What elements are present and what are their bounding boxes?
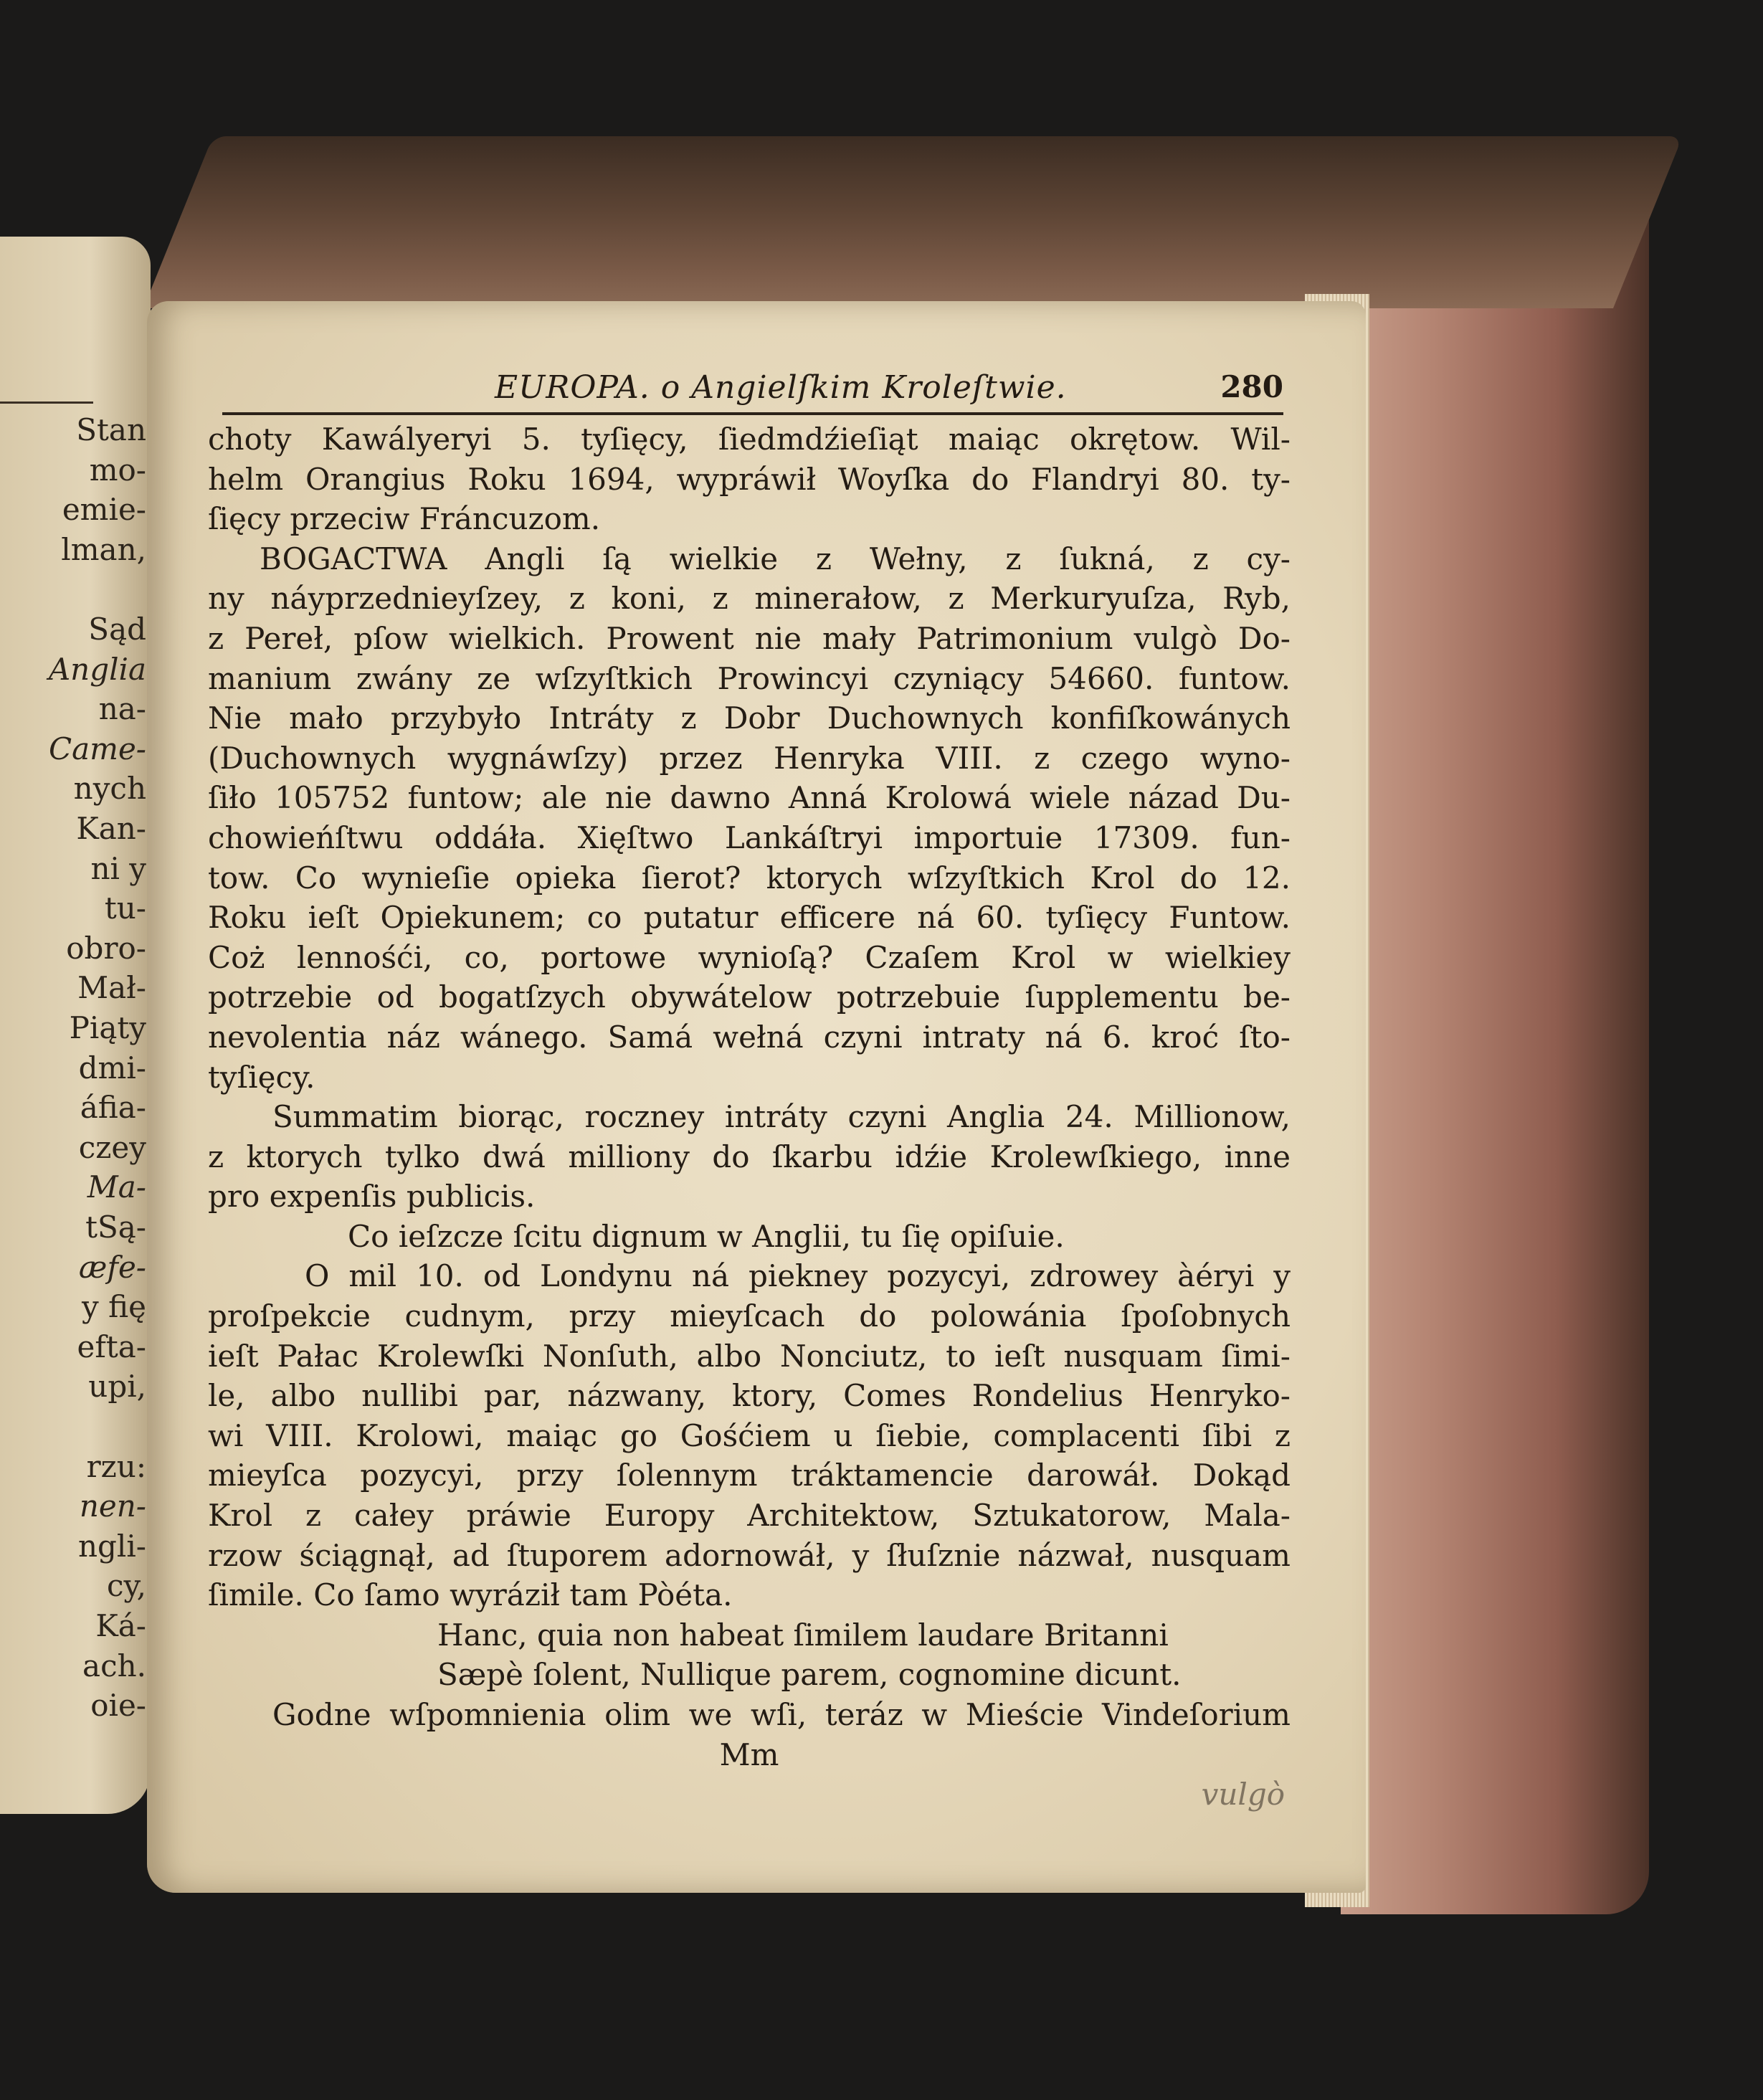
text-line: le, albo nullibi par, názwany, ktory, Comes Rondelius Henryko- bbox=[208, 1378, 1291, 1414]
left-page-fragment: y fię bbox=[82, 1289, 146, 1325]
text-line: potrzebie od bogatſzych obywátelow potrzebuie ſupplementu be- bbox=[208, 979, 1291, 1015]
text-line: (Duchownych wygnáwſzy) przez Henryka VIII. z czego wyno- bbox=[208, 740, 1291, 776]
left-page-fragment: Mał- bbox=[77, 970, 146, 1006]
left-page-fragment: Stan bbox=[76, 412, 146, 447]
left-page-fragment: ni y bbox=[90, 850, 146, 886]
text-line: pro expenſis publicis. bbox=[208, 1179, 536, 1215]
text-line: Nie mało przybyło Intráty z Dobr Duchownych konfiſkowánych bbox=[208, 700, 1291, 736]
left-page-fragment: Anglia bbox=[48, 651, 146, 687]
left-page bbox=[0, 237, 151, 1814]
left-page-fragment: nen- bbox=[79, 1488, 146, 1524]
left-page-fragment: Piąty bbox=[69, 1010, 146, 1045]
text-line: vulgò bbox=[1201, 1777, 1285, 1812]
text-line: choty Kawályeryi 5. tyſięcy, ſiedmdźieſiąt maiąc okrętow. Wil- bbox=[208, 422, 1291, 457]
text-line: Godne wſpomnienia olim we wſi, teráz w Mieście Vindeſorium bbox=[272, 1697, 1291, 1732]
text-line: Mm bbox=[719, 1736, 779, 1772]
text-line: rzow ściągnął, ad ſtuporem adornowáł, y ſłuſznie názwał, nusquam bbox=[208, 1537, 1291, 1573]
left-page-fragment: Sąd bbox=[88, 612, 146, 647]
left-page-fragment: cy, bbox=[106, 1568, 146, 1604]
left-page-fragment: mo- bbox=[89, 452, 146, 488]
book-top-edge bbox=[143, 136, 1683, 308]
text-line: ieſt Pałac Krolewſki Nonſuth, albo Nonciutz, to ieſt nusquam ſimi- bbox=[208, 1338, 1291, 1374]
left-page-fragment: æfe- bbox=[78, 1249, 146, 1285]
text-line: manium zwány ze wſzyſtkich Prowincyi czyniący 54660. funtow. bbox=[208, 660, 1291, 696]
text-line: ny náyprzednieyſzey, z koni, z minerałow, z Merkuryuſza, Ryb, bbox=[208, 581, 1291, 617]
left-page-fragment: emie- bbox=[62, 492, 146, 528]
left-page-fragment: efta- bbox=[77, 1329, 146, 1364]
left-page-fragment: áfia- bbox=[80, 1090, 146, 1126]
text-line: Sæpè ſolent, Nullique parem, cognomine dicunt. bbox=[437, 1657, 1182, 1693]
text-line: tow. Co wynieſie opieka ſierot? ktorych wſzyſtkich Krol do 12. bbox=[208, 860, 1291, 895]
left-page-fragment: Ma- bbox=[87, 1169, 146, 1205]
text-line: Coż lennośći, co, portowe wynioſą? Czaſem Krol w wielkiey bbox=[208, 939, 1291, 975]
text-line: Krol z całey práwie Europy Architektow, Sztukatorow, Mala- bbox=[208, 1498, 1291, 1534]
left-page-fragment: lman, bbox=[61, 531, 146, 567]
text-line: Hanc, quia non habeat ſimilem laudare Britanni bbox=[437, 1617, 1169, 1653]
text-line: proſpekcie cudnym, przy mieyſcach do polowánia ſpoſobnych bbox=[208, 1298, 1291, 1334]
text-line: ſiło 105752 funtow; ale nie dawno Anná Krolowá wiele názad Du- bbox=[208, 780, 1291, 816]
left-page-fragment: ngli- bbox=[78, 1528, 146, 1564]
running-header bbox=[495, 369, 1298, 412]
left-page-fragment: na- bbox=[98, 691, 146, 727]
text-line: z ktorych tylko dwá milliony do ſkarbu idźie Krolewſkiego, inne bbox=[208, 1139, 1291, 1174]
header-rule bbox=[222, 412, 1283, 415]
running-title: EUROPA. o Angielſkim Kroleſtwie. bbox=[495, 369, 1067, 406]
text-line: Co ieſzcze ſcitu dignum w Anglii, tu ſię opiſuie. bbox=[348, 1218, 1065, 1254]
left-page-fragment: obro- bbox=[66, 930, 146, 966]
left-page-fragment: ach. bbox=[82, 1648, 146, 1683]
left-page-fragment: czey bbox=[78, 1129, 146, 1165]
left-page-fragment: tSą- bbox=[85, 1210, 146, 1245]
book-fore-edge bbox=[1341, 179, 1649, 1914]
left-page-fragment: tu- bbox=[104, 890, 146, 926]
text-line: chowieńſtwu oddáła. Xięſtwo Lankáſtryi importuie 17309. fun- bbox=[208, 819, 1291, 855]
text-line: BOGACTWA Angli ſą wielkie z Wełny, z ſukná, z cy- bbox=[260, 541, 1291, 576]
left-page-fragment: nych bbox=[73, 771, 146, 807]
text-line: nevolentia náz wánego. Samá wełná czyni intraty ná 6. kroć ſto- bbox=[208, 1019, 1291, 1055]
text-line: wi VIII. Krolowi, maiąc go Gośćiem u ſiebie, complacenti ſibi z bbox=[208, 1417, 1291, 1453]
page-number: 280 bbox=[1220, 369, 1283, 404]
body-text bbox=[208, 419, 1291, 1815]
left-page-fragment: Ká- bbox=[95, 1608, 146, 1643]
left-page-fragment: dmi- bbox=[78, 1050, 146, 1085]
text-line: Roku ieſt Opiekunem; co putatur efficere ná 60. tyſięcy Funtow. bbox=[208, 900, 1291, 936]
text-line: helm Orangius Roku 1694, wypráwił Woyſka do Flandryi 80. ty- bbox=[208, 461, 1291, 497]
text-line: ſięcy przeciw Fráncuzom. bbox=[208, 501, 601, 537]
text-line: O mil 10. od Londynu ná piekney pozycyi, zdrowey àéryi y bbox=[305, 1258, 1291, 1294]
left-page-fragment: rzu: bbox=[86, 1448, 146, 1484]
left-header-rule bbox=[0, 402, 93, 404]
left-page-fragment: Came- bbox=[48, 731, 146, 766]
left-page-fragment: upi, bbox=[88, 1369, 146, 1405]
text-line: mieyſca pozycyi, przy ſolennym tráktamencie darowáł. Dokąd bbox=[208, 1458, 1291, 1493]
text-line: ſimile. Co ſamo wyráził tam Pòéta. bbox=[208, 1577, 733, 1613]
text-line: z Pereł, pſow wielkich. Prowent nie mały Patrimonium vulgò Do- bbox=[208, 620, 1291, 656]
left-page-fragment: Kan- bbox=[76, 811, 146, 846]
text-line: Summatim biorąc, roczney intráty czyni Anglia 24. Millionow, bbox=[272, 1099, 1291, 1135]
text-line: tyſięcy. bbox=[208, 1059, 315, 1095]
left-page-fragment: oie- bbox=[90, 1688, 146, 1724]
